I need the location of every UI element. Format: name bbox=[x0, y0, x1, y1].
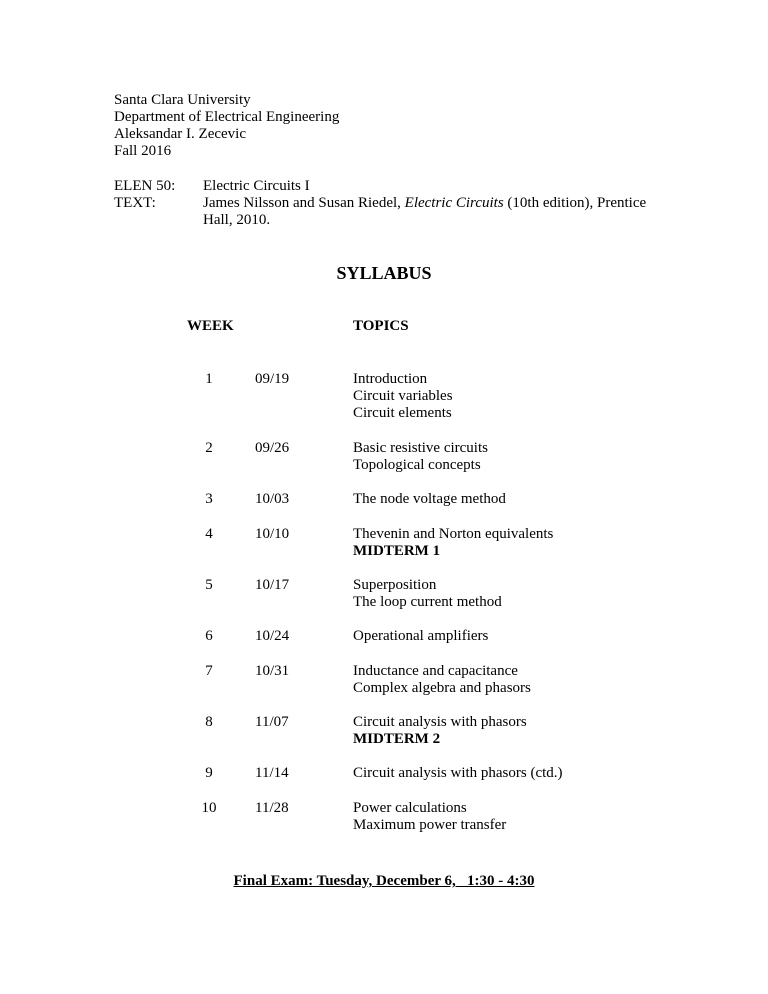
instructor-name: Aleksandar I. Zecevic bbox=[114, 126, 247, 142]
topic-item: Inductance and capacitance bbox=[353, 663, 518, 679]
week-number: 9 bbox=[205, 765, 213, 781]
week-topics bbox=[353, 800, 506, 834]
topic-item: The node voltage method bbox=[353, 491, 506, 507]
week-number: 2 bbox=[205, 440, 213, 456]
week-number: 6 bbox=[205, 628, 213, 644]
textbook-info bbox=[203, 195, 646, 229]
week-date: 10/17 bbox=[255, 577, 290, 593]
term: Fall 2016 bbox=[114, 143, 172, 159]
textbook-publisher: Hall, 2010. bbox=[203, 212, 271, 228]
department-name: Department of Electrical Engineering bbox=[114, 109, 340, 125]
topic-item: Topological concepts bbox=[353, 457, 481, 473]
week-number: 3 bbox=[205, 491, 213, 507]
topic-item: Superposition bbox=[353, 577, 437, 593]
course-name: Electric Circuits I bbox=[203, 178, 310, 194]
topic-item: The loop current method bbox=[353, 594, 502, 610]
week-date: 09/19 bbox=[255, 371, 290, 387]
week-number: 5 bbox=[205, 577, 213, 593]
week-number: 4 bbox=[205, 526, 213, 542]
topic-item: Complex algebra and phasors bbox=[353, 680, 531, 696]
week-topics bbox=[353, 491, 506, 508]
topic-item: Power calculations bbox=[353, 800, 467, 816]
week-topics bbox=[353, 628, 488, 645]
week-topics bbox=[353, 371, 453, 422]
topic-item: Maximum power transfer bbox=[353, 817, 507, 833]
week-date: 10/03 bbox=[255, 491, 290, 507]
university-name: Santa Clara University bbox=[114, 92, 251, 108]
topic-item: Circuit analysis with phasors (ctd.) bbox=[353, 765, 563, 781]
week-date: 11/14 bbox=[255, 765, 289, 781]
week-topics bbox=[353, 577, 502, 611]
week-date: 10/24 bbox=[255, 628, 290, 644]
week-date: 09/26 bbox=[255, 440, 290, 456]
week-number: 10 bbox=[201, 800, 217, 816]
topic-item: Circuit elements bbox=[353, 405, 452, 421]
topic-item: Basic resistive circuits bbox=[353, 440, 488, 456]
week-topics bbox=[353, 663, 531, 697]
week-column-header: WEEK bbox=[187, 318, 234, 334]
topic-item: Introduction bbox=[353, 371, 428, 387]
week-date: 10/31 bbox=[255, 663, 290, 679]
textbook-label: TEXT: bbox=[114, 195, 156, 211]
week-topics bbox=[353, 526, 553, 560]
week-date: 11/28 bbox=[255, 800, 289, 816]
topics-column-header: TOPICS bbox=[353, 318, 409, 334]
week-number: 8 bbox=[205, 714, 213, 730]
week-topics bbox=[353, 765, 563, 782]
topic-item: Circuit analysis with phasors bbox=[353, 714, 527, 730]
course-code-label: ELEN 50: bbox=[114, 178, 176, 194]
midterm-label: MIDTERM 1 bbox=[353, 543, 441, 559]
textbook-edition: (10th edition), Prentice bbox=[503, 195, 647, 211]
week-date: 10/10 bbox=[255, 526, 290, 542]
topic-item: Thevenin and Norton equivalents bbox=[353, 526, 554, 542]
textbook-authors: James Nilsson and Susan Riedel, bbox=[203, 195, 405, 211]
week-topics bbox=[353, 714, 527, 748]
final-exam-notice: Final Exam: Tuesday, December 6, 1:30 - 4:30 bbox=[233, 873, 535, 889]
week-number: 1 bbox=[205, 371, 213, 387]
week-topics bbox=[353, 440, 488, 474]
week-date: 11/07 bbox=[255, 714, 289, 730]
topic-item: Circuit variables bbox=[353, 388, 453, 404]
topic-item: Operational amplifiers bbox=[353, 628, 489, 644]
document-header bbox=[114, 92, 339, 160]
week-number: 7 bbox=[205, 663, 213, 679]
page-title: SYLLABUS bbox=[336, 263, 432, 283]
midterm-label: MIDTERM 2 bbox=[353, 731, 441, 747]
textbook-title: Electric Circuits bbox=[404, 195, 504, 211]
